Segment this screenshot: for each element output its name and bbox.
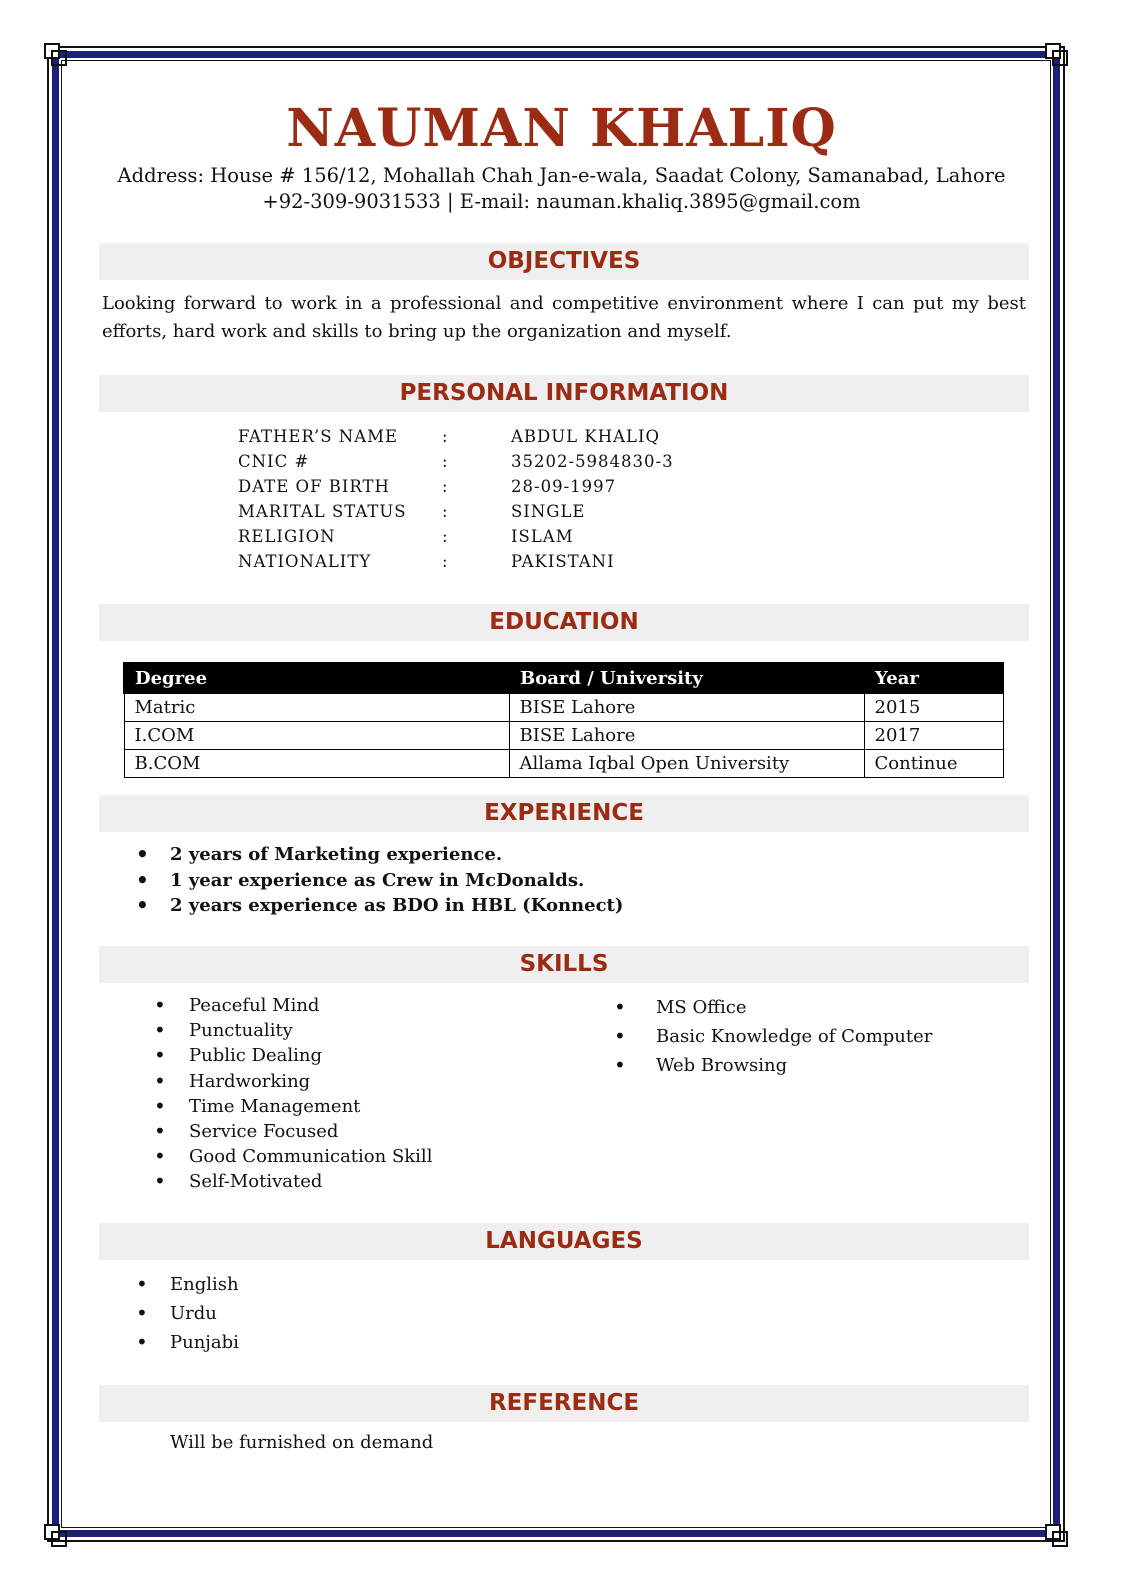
list-item: • Punjabi	[170, 1328, 239, 1357]
section-heading-objectives: OBJECTIVES	[99, 243, 1029, 280]
list-item: • English	[170, 1270, 239, 1299]
info-row-nationality	[238, 549, 758, 574]
section-heading-experience: EXPERIENCE	[99, 795, 1029, 832]
info-separator: :	[442, 477, 449, 496]
column-header-degree: Degree	[124, 663, 509, 693]
info-value: PAKISTANI	[511, 552, 615, 571]
corner-ornament-bottom-right	[1045, 1524, 1069, 1548]
table-cell: BISE Lahore	[509, 722, 864, 750]
section-heading-education: EDUCATION	[99, 604, 1029, 641]
reference-text: Will be furnished on demand	[170, 1432, 434, 1453]
personal-info-list	[238, 424, 758, 574]
languages-list	[170, 1270, 239, 1357]
list-item: • Self-Motivated	[189, 1169, 432, 1194]
list-item: • Urdu	[170, 1299, 239, 1328]
column-header-board: Board / University	[509, 663, 864, 693]
table-row	[124, 693, 1003, 722]
info-label: FATHER’S NAME	[238, 427, 399, 446]
info-label: MARITAL STATUS	[238, 502, 407, 521]
section-heading-personal-information: PERSONAL INFORMATION	[99, 375, 1029, 412]
skills-list-left	[189, 993, 432, 1195]
objective-text: Looking forward to work in a professional and competitive environment where I can put my best efforts, hard work and skills to bring up the organization and myself.	[102, 293, 1026, 342]
column-header-year: Year	[864, 663, 1003, 693]
address-line: Address: House # 156/12, Mohallah Chah Jan-e-wala, Saadat Colony, Samanabad, Lahore	[117, 164, 1006, 187]
list-item: • Time Management	[189, 1094, 432, 1119]
corner-ornament-bottom-left	[44, 1524, 68, 1548]
list-item: • Web Browsing	[656, 1051, 932, 1080]
info-separator: :	[442, 552, 449, 571]
info-value: 28-09-1997	[511, 477, 617, 496]
table-cell: I.COM	[124, 722, 509, 750]
info-value: SINGLE	[511, 502, 586, 521]
table-cell: 2017	[864, 722, 1003, 750]
list-item: • Basic Knowledge of Computer	[656, 1022, 932, 1051]
section-heading-reference: REFERENCE	[99, 1385, 1029, 1422]
table-row	[124, 750, 1003, 778]
info-row-fathers-name	[238, 424, 758, 449]
info-value: ABDUL KHALIQ	[511, 427, 661, 446]
candidate-name: NAUMAN KHALIQ	[286, 98, 837, 159]
table-row	[124, 722, 1003, 750]
list-item: • 1 year experience as Crew in McDonalds.	[170, 868, 623, 894]
table-cell: 2015	[864, 693, 1003, 722]
info-separator: :	[442, 502, 449, 521]
corner-ornament-top-right	[1045, 43, 1069, 67]
info-row-marital-status	[238, 499, 758, 524]
education-table	[123, 662, 1004, 778]
info-label: RELIGION	[238, 527, 336, 546]
list-item: • Punctuality	[189, 1018, 432, 1043]
list-item: • Peaceful Mind	[189, 993, 432, 1018]
info-separator: :	[442, 427, 449, 446]
corner-ornament-top-left	[44, 43, 68, 67]
info-row-date-of-birth	[238, 474, 758, 499]
experience-list	[170, 842, 623, 919]
section-heading-skills: SKILLS	[99, 946, 1029, 983]
info-label: NATIONALITY	[238, 552, 372, 571]
info-label: DATE OF BIRTH	[238, 477, 390, 496]
info-row-cnic	[238, 449, 758, 474]
list-item: • Service Focused	[189, 1119, 432, 1144]
list-item: • 2 years experience as BDO in HBL (Konnect)	[170, 893, 623, 919]
info-separator: :	[442, 452, 449, 471]
table-cell: B.COM	[124, 750, 509, 778]
list-item: • MS Office	[656, 993, 932, 1022]
table-cell: Matric	[124, 693, 509, 722]
list-item: • 2 years of Marketing experience.	[170, 842, 623, 868]
table-cell: Allama Iqbal Open University	[509, 750, 864, 778]
table-cell: BISE Lahore	[509, 693, 864, 722]
info-row-religion	[238, 524, 758, 549]
info-label: CNIC #	[238, 452, 310, 471]
list-item: • Hardworking	[189, 1069, 432, 1094]
info-value: ISLAM	[511, 527, 574, 546]
list-item: • Public Dealing	[189, 1043, 432, 1068]
info-value: 35202-5984830-3	[511, 452, 674, 471]
list-item: • Good Communication Skill	[189, 1144, 432, 1169]
skills-list-right	[656, 993, 932, 1080]
phone-email-line: +92-309-9031533 | E-mail: nauman.khaliq.3895@gmail.com	[262, 190, 861, 213]
section-heading-languages: LANGUAGES	[99, 1223, 1029, 1260]
info-separator: :	[442, 527, 449, 546]
table-cell: Continue	[864, 750, 1003, 778]
table-header-row	[124, 663, 1003, 693]
